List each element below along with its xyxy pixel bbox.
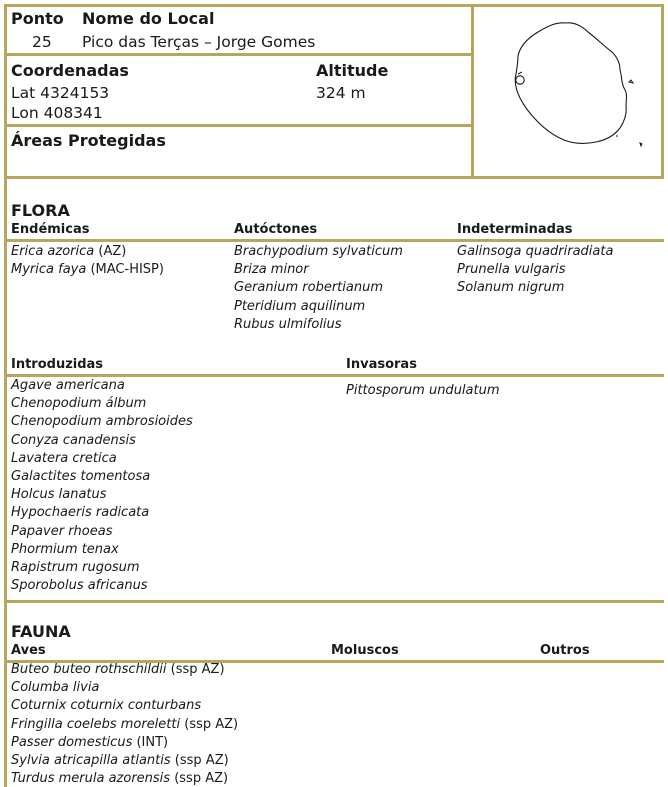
- islet-1: [629, 80, 633, 83]
- header-divider-2: [4, 124, 474, 127]
- island-outline: [515, 23, 626, 143]
- list-item: Holcus lanatus: [11, 487, 107, 503]
- areas-protegidas-label: Áreas Protegidas: [11, 131, 166, 150]
- list-item: Pteridium aquilinum: [234, 298, 366, 314]
- list-item: Chenopodium ambrosioides: [11, 414, 193, 430]
- list-item: Agave americana: [11, 378, 125, 393]
- fauna-title: FAUNA: [11, 622, 71, 641]
- lat-value: Lat 4324153: [11, 84, 110, 102]
- list-item: Galinsoga quadriradiata: [457, 244, 614, 259]
- list-item: Passer domesticus (INT): [11, 734, 169, 750]
- endemicas-header: Endémicas: [11, 222, 90, 237]
- indeterminadas-list: [457, 243, 613, 298]
- list-item: Galactites tomentosa: [11, 469, 151, 485]
- list-item: Coturnix coturnix conturbans: [11, 698, 202, 714]
- list-item: Sylvia atricapilla atlantis (ssp AZ): [11, 753, 229, 769]
- list-item: Turdus merula azorensis (ssp AZ): [11, 771, 229, 787]
- nome-label: Nome do Local: [82, 9, 215, 28]
- flora-title: FLORA: [11, 201, 70, 220]
- aves-header: Aves: [11, 643, 46, 658]
- list-item: Conyza canadensis: [11, 432, 136, 448]
- list-item: Rubus ulmifolius: [234, 316, 342, 332]
- autoctones-list: [234, 243, 403, 334]
- header-border-bottom: [4, 176, 664, 179]
- ponto-value: 25: [32, 33, 52, 51]
- endemicas-list: [11, 243, 164, 279]
- list-item: Buteo buteo rothschildii (ssp AZ): [11, 662, 225, 677]
- list-item: Columba livia: [11, 680, 100, 696]
- outros-header: Outros: [540, 643, 590, 658]
- coordenadas-label: Coordenadas: [11, 61, 129, 80]
- aves-list: [11, 661, 238, 787]
- moluscos-header: Moluscos: [331, 643, 399, 658]
- nome-value: Pico das Terças – Jorge Gomes: [82, 33, 316, 51]
- invasoras-header: Invasoras: [346, 357, 417, 372]
- list-item: Pittosporum undulatum: [346, 383, 500, 398]
- introduzidas-list: [11, 377, 193, 595]
- list-item: Chenopodium álbum: [11, 396, 147, 412]
- list-item: Hypochaeris radicata: [11, 505, 150, 521]
- invasoras-list: [346, 382, 500, 400]
- list-item: Rapistrum rugosum: [11, 560, 140, 576]
- header-divider-1: [4, 53, 474, 56]
- fauna-left-bar: [4, 603, 7, 787]
- flora-row1-underline: [4, 239, 664, 242]
- ponto-label: Ponto: [11, 9, 64, 28]
- header-border-right: [661, 4, 664, 179]
- introduzidas-header: Introduzidas: [11, 357, 104, 372]
- fauna-top-border: [4, 600, 664, 603]
- altitude-label: Altitude: [316, 61, 389, 80]
- location-marker: [516, 76, 524, 84]
- altitude-value: 324 m: [316, 84, 366, 102]
- island-map: [478, 12, 658, 172]
- list-item: Geranium robertianum: [234, 280, 383, 296]
- autoctones-header: Autóctones: [234, 222, 318, 237]
- list-item: Erica azorica (AZ): [11, 244, 127, 259]
- list-item: Papaver rhoeas: [11, 523, 113, 539]
- header-border-top: [4, 4, 664, 7]
- islet-2: [640, 143, 642, 146]
- list-item: Solanum nigrum: [457, 280, 565, 296]
- list-item: Prunella vulgaris: [457, 262, 566, 278]
- list-item: Brachypodium sylvaticum: [234, 244, 403, 259]
- flora-left-bar: [4, 179, 7, 603]
- list-item: Sporobolus africanus: [11, 578, 148, 594]
- indeterminadas-header: Indeterminadas: [457, 222, 573, 237]
- list-item: Myrica faya (MAC-HISP): [11, 262, 164, 278]
- list-item: Briza minor: [234, 262, 309, 278]
- list-item: Lavatera cretica: [11, 450, 117, 466]
- lon-value: Lon 408341: [11, 104, 103, 122]
- list-item: Fringilla coelebs moreletti (ssp AZ): [11, 716, 239, 732]
- header-border-left: [4, 4, 7, 179]
- header-divider-vertical: [471, 4, 474, 179]
- list-item: Phormium tenax: [11, 541, 119, 557]
